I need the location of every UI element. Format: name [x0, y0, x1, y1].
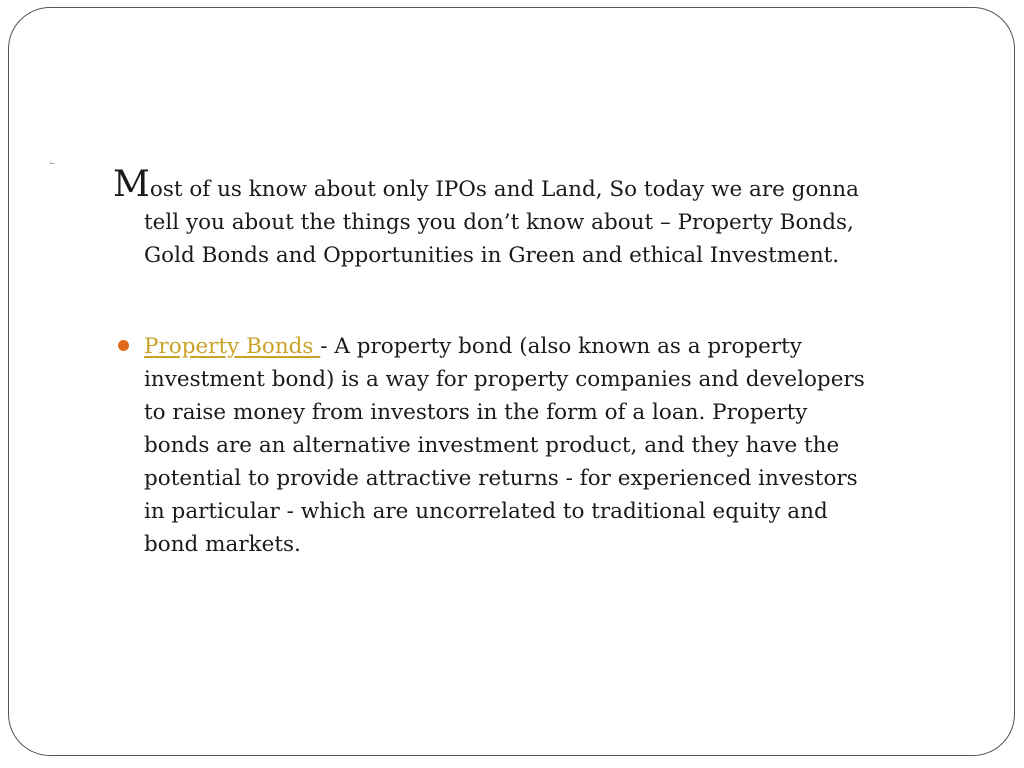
- bullet-line-4: bonds are an alternative investment product, and they have the: [144, 433, 840, 458]
- intro-line-2: tell you about the things you don’t know about – Property Bonds,: [144, 210, 854, 235]
- bullet-line-3: to raise money from investors in the form of a loan. Property: [144, 400, 808, 425]
- property-bonds-link[interactable]: Property Bonds: [144, 334, 321, 359]
- corner-mark: ⌙: [49, 158, 56, 167]
- intro-line-1-text: ost of us know about only IPOs and Land, So today we are gonna: [149, 177, 859, 202]
- intro-line-1: [113, 164, 973, 206]
- intro-paragraph: [113, 164, 973, 272]
- bullet-line-6: in particular - which are uncorrelated to traditional equity and: [144, 499, 828, 524]
- bullet-line-2: investment bond) is a way for property companies and developers: [144, 367, 865, 392]
- dropcap-letter: M: [113, 164, 150, 205]
- bullet-dot-icon: [118, 340, 129, 351]
- bullet-line-1-rest: - A property bond (also known as a property: [320, 334, 802, 359]
- bullet-line-1: [144, 330, 974, 363]
- bullet-text: [144, 330, 974, 561]
- bullet-line-5: potential to provide attractive returns - for experienced investors: [144, 466, 858, 491]
- bullet-line-7: bond markets.: [144, 532, 301, 557]
- intro-line-3: Gold Bonds and Opportunities in Green and ethical Investment.: [144, 243, 840, 268]
